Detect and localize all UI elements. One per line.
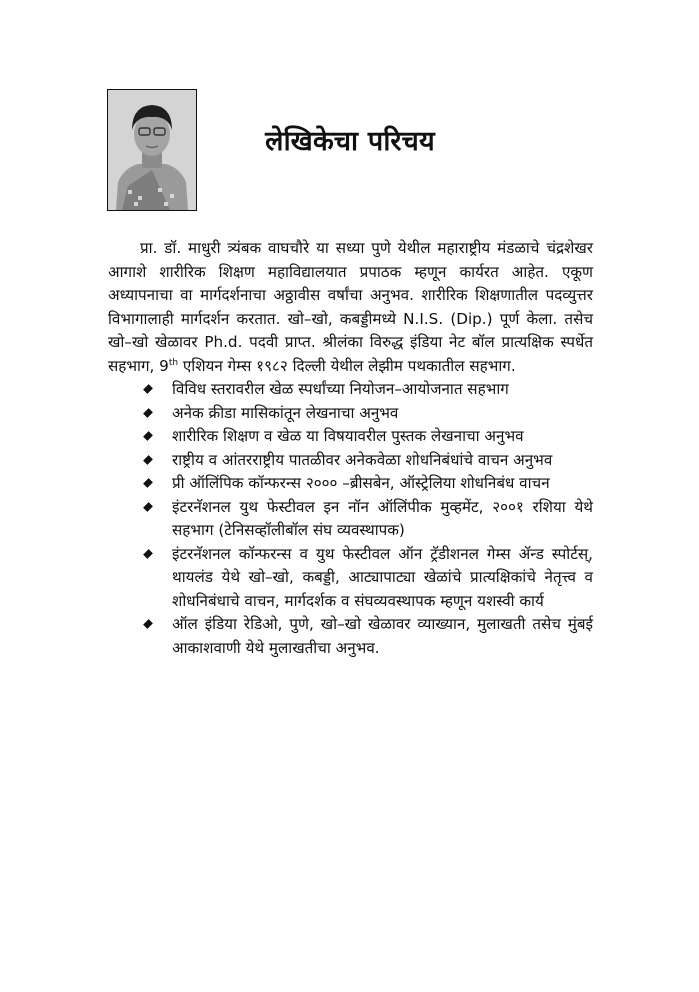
intro-text-part2: एशियन गेम्स १९८२ दिल्ली येथील लेझीम पथकातील सहभाग. xyxy=(178,356,516,375)
author-portrait-icon xyxy=(108,90,196,210)
list-item xyxy=(108,472,593,496)
author-introduction xyxy=(108,237,593,660)
list-item-text: शारीरिक शिक्षण व खेळ या विषयावरील पुस्तक लेखनाचा अनुभव xyxy=(172,427,524,445)
list-item xyxy=(108,543,593,614)
list-item-text: विविध स्तरावरील खेळ स्पर्धांच्या नियोजन–आयोजनात सहभाग xyxy=(172,380,509,398)
list-item xyxy=(108,425,593,449)
diamond-bullet-icon xyxy=(143,408,153,418)
intro-text-part1: प्रा. डॉ. माधुरी त्र्यंबक वाघचौरे या सध्या पुणे येथील महाराष्ट्रीय मंडळाचे चंद्रशेखर आगाशे शारीरिक शिक्षण महाविद्यालयात प्रपाठक म्हणून कार्यरत आहेत. एकूण अध्यापनाचा वा मार्गदर्शनाचा अठ्ठावीस वर्षांचा अनुभव. शारीरिक शिक्षणातील पदव्युत्तर विभागालाही मार्गदर्शन करतात. खो–खो, कबड्डीमध्ये N.I.S. (Dip.) पूर्ण केला. तसेच खो–खो खेळावर Ph.d. पदवी प्राप्त. श्रीलंका विरुद्ध इंडिया नेट बॉल प्रात्यक्षिक स्पर्धेत सहभाग, 9 xyxy=(108,239,593,375)
list-item-text: प्री ऑलिंपिक कॉन्फरन्स २००० –ब्रीसबेन, ऑस्ट्रेलिया शोधनिबंध वाचन xyxy=(172,474,550,492)
page-title: लेखिकेचा परिचय xyxy=(265,126,435,157)
ordinal-suffix: th xyxy=(168,357,179,368)
list-item xyxy=(108,613,593,660)
diamond-bullet-icon xyxy=(143,455,153,465)
list-item xyxy=(108,402,593,426)
list-item xyxy=(108,496,593,543)
list-item-text: ऑल इंडिया रेडिओ, पुणे, खो–खो खेळावर व्याख्यान, मुलाखती तसेच मुंबई आकाशवाणी येथे मुलाखतीचा अनुभव. xyxy=(172,615,593,657)
intro-paragraph xyxy=(108,237,593,378)
diamond-bullet-icon xyxy=(143,431,153,441)
list-item-text: इंटरनॅशनल युथ फेस्टीवल इन नॉन ऑलिंपीक मुव्हमेंट, २००१ रशिया येथे सहभाग (टेनिसव्हॉलीबॉल संघ व्यवस्थापक) xyxy=(172,497,593,539)
list-item xyxy=(108,378,593,402)
author-photo xyxy=(107,89,197,211)
list-item-text: राष्ट्रीय व आंतरराष्ट्रीय पातळीवर अनेकवेळा शोधनिबंधांचे वाचन अनुभव xyxy=(172,450,553,469)
diamond-bullet-icon xyxy=(143,549,153,559)
list-item xyxy=(108,449,593,473)
list-item-text: इंटरनॅशनल कॉन्फरन्स व युथ फेस्टीवल ऑन ट्रॅडीशनल गेम्स ॲन्ड स्पोर्टस्, थायलंड येथे खो–खो, कबड्डी, आट्यापाट्या खेळांचे प्रात्यक्षिकांचे नेतृत्त्व व शोधनिबंधाचे वाचन, मार्गदर्शक व संघव्यवस्थापक म्हणून यशस्वी कार्य xyxy=(172,544,593,610)
diamond-bullet-icon xyxy=(143,478,153,488)
diamond-bullet-icon xyxy=(143,619,153,629)
achievements-list xyxy=(108,378,593,660)
list-item-text: अनेक क्रीडा मासिकांतून लेखनाचा अनुभव xyxy=(172,403,399,422)
diamond-bullet-icon xyxy=(143,384,153,394)
diamond-bullet-icon xyxy=(143,502,153,512)
